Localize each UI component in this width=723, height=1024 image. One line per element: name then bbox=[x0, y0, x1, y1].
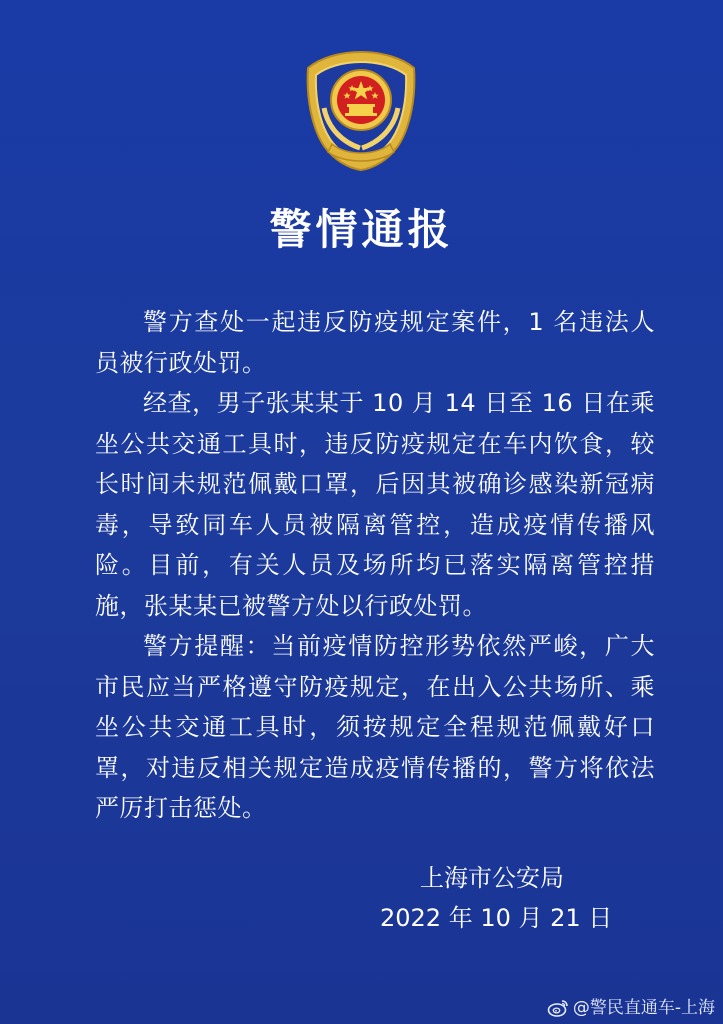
notice-body bbox=[95, 302, 655, 829]
watermark-text: @警民直通车-上海 bbox=[572, 998, 715, 1018]
signature-organization: 上海市公安局 bbox=[420, 864, 564, 892]
signature-block bbox=[380, 858, 640, 938]
police-emblem-icon bbox=[302, 48, 420, 172]
signature-date: 2022 年 10 月 21 日 bbox=[380, 904, 613, 932]
paragraph-reminder: 警方提醒：当前疫情防控形势依然严峻，广大市民应当严格遵守防疫规定，在出入公共场所、乘坐公共交通工具时，须按规定全程规范佩戴好口罩，对违反相关规定造成疫情传播的，警方将依法严厉打击惩处。 bbox=[95, 632, 655, 822]
paragraph-details: 经查，男子张某某于 10 月 14 日至 16 日在乘坐公共交通工具时，违反防疫规定在车内饮食，较长时间未规范佩戴口罩，后因其被确诊感染新冠病毒，导致同车人员被隔离管控，造成疫情传播风险。目前，有关人员及场所均已落实隔离管控措施，张某某已被警方处以行政处罚。 bbox=[95, 389, 655, 620]
page-title: 警情通报 bbox=[269, 205, 454, 254]
paragraph-summary: 警方查处一起违反防疫规定案件，1 名违法人员被行政处罚。 bbox=[95, 308, 655, 377]
weibo-watermark bbox=[547, 996, 715, 1020]
weibo-icon bbox=[547, 998, 569, 1018]
